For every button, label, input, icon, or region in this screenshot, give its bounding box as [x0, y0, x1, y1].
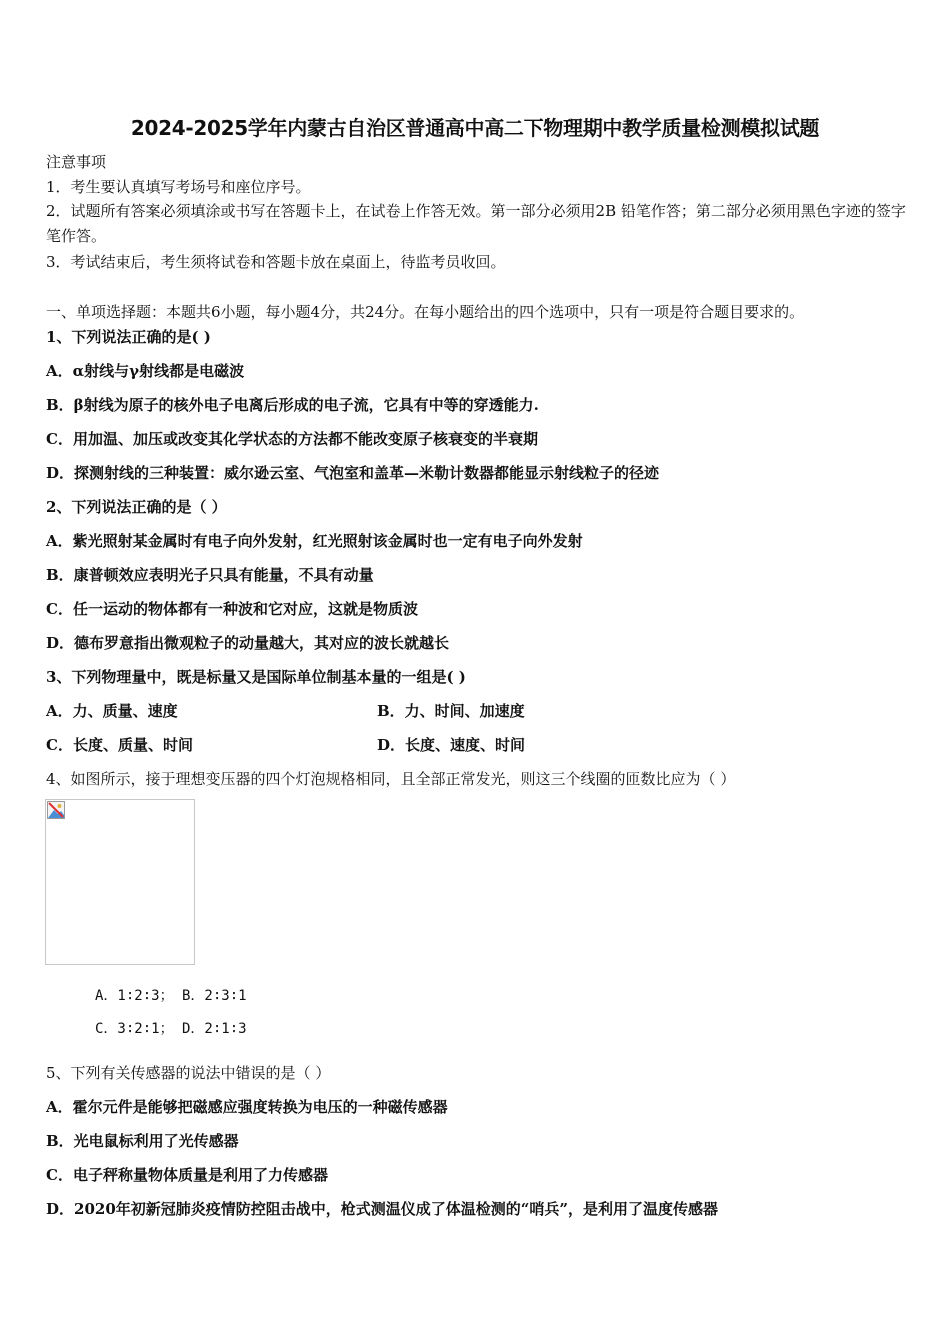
section-heading: 一、单项选择题：本题共6小题，每小题4分，共24分。在每小题给出的四个选项中，只有一项是符合题目要求的。	[46, 303, 805, 321]
question-4-option-row-2: C．3∶2∶1； D．2∶1∶3	[95, 1021, 247, 1037]
question-3-stem: 3、下列物理量中，既是标量又是国际单位制基本量的一组是( )	[46, 668, 466, 686]
notice-heading: 注意事项	[46, 153, 107, 171]
question-2-option-d: D．德布罗意指出微观粒子的动量越大，其对应的波长就越长	[46, 634, 450, 652]
notice-item-2: 2．试题所有答案必须填涂或书写在答题卡上，在试卷上作答无效。第一部分必须用2B 铅笔作答；第二部分必须用黑色字迹的签字笔作答。	[46, 202, 906, 245]
question-3-option-c: C．长度、质量、时间	[46, 736, 193, 754]
broken-image-icon	[47, 801, 65, 819]
question-4-figure	[45, 799, 195, 965]
question-2-option-a: A．紫光照射某金属时有电子向外发射，红光照射该金属时也一定有电子向外发射	[46, 532, 583, 550]
question-3-option-d: D．长度、速度、时间	[377, 736, 526, 754]
question-3-option-a: A．力、质量、速度	[46, 702, 178, 720]
question-1-option-a: A．α射线与γ射线都是电磁波	[46, 362, 245, 380]
question-4-stem: 4、如图所示，接于理想变压器的四个灯泡规格相同，且全部正常发光，则这三个线圈的匝数比应为（ ）	[46, 770, 736, 788]
question-2-option-b: B．康普顿效应表明光子只具有能量，不具有动量	[46, 566, 374, 584]
question-5-option-d: D．2020年初新冠肺炎疫情防控阻击战中，枪式测温仪成了体温检测的“哨兵”，是利用了温度传感器	[46, 1200, 719, 1218]
question-1-option-b: B．β射线为原子的核外电子电离后形成的电子流，它具有中等的穿透能力.	[46, 396, 539, 414]
question-5-option-a: A．霍尔元件是能够把磁感应强度转换为电压的一种磁传感器	[46, 1098, 448, 1116]
question-4-option-row-1: A．1∶2∶3； B．2∶3∶1	[95, 988, 247, 1004]
question-5-option-b: B．光电鼠标利用了光传感器	[46, 1132, 239, 1150]
page-title: 2024-2025学年内蒙古自治区普通高中高二下物理期中教学质量检测模拟试题	[130, 116, 820, 140]
notice-item-1: 1．考生要认真填写考场号和座位序号。	[46, 178, 311, 196]
question-1-option-d: D．探测射线的三种装置：威尔逊云室、气泡室和盖革—米勒计数器都能显示射线粒子的径迹	[46, 464, 660, 482]
notice-item-3: 3．考试结束后，考生须将试卷和答题卡放在桌面上，待监考员收回。	[46, 253, 506, 271]
question-5-option-c: C．电子秤称量物体质量是利用了力传感器	[46, 1166, 328, 1184]
question-5-stem: 5、下列有关传感器的说法中错误的是（ ）	[46, 1064, 331, 1082]
question-2-option-c: C．任一运动的物体都有一种波和它对应，这就是物质波	[46, 600, 418, 618]
question-2-stem: 2、下列说法正确的是（ ）	[46, 498, 227, 516]
question-1-option-c: C．用加温、加压或改变其化学状态的方法都不能改变原子核衰变的半衰期	[46, 430, 538, 448]
question-3-option-b: B．力、时间、加速度	[377, 702, 525, 720]
question-1-stem: 1、下列说法正确的是( )	[46, 328, 211, 346]
